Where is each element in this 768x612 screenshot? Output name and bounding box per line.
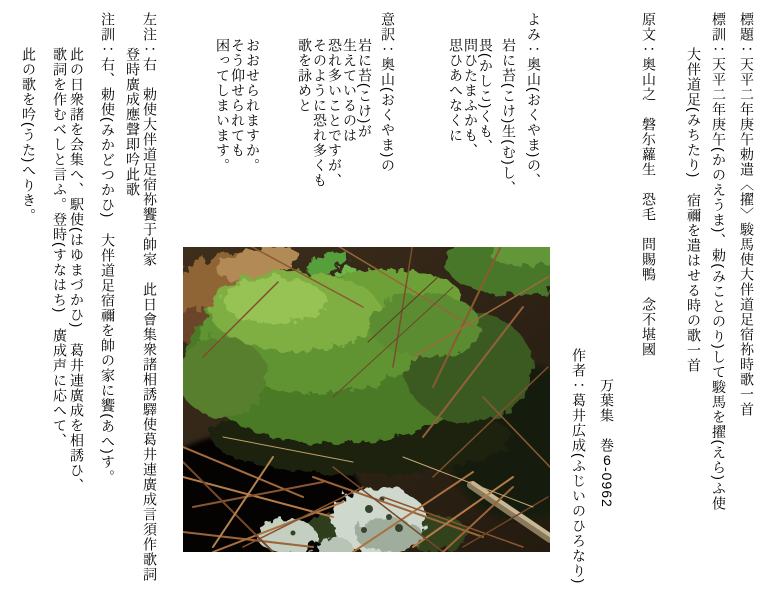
title-kun-line-1: 標訓：天平二年庚午(かのえうま)、勅(みことのり)して駿馬を擢(えら)ふ使 bbox=[711, 12, 727, 511]
sachu-line-2: 登時廣成應聲即吟此歌 bbox=[125, 47, 141, 197]
source-collection: 万葉集 巻 bbox=[599, 378, 615, 453]
source-poem-number: 0962 bbox=[599, 472, 615, 508]
yomi-line-3: 畏(かしこ)くも、 bbox=[478, 38, 494, 155]
yomi-line-2: 岩に苔(こけ)生(む)し、 bbox=[501, 38, 517, 196]
iyaku-line-6: 歌を詠めと bbox=[297, 38, 313, 113]
source-volume-number: 6 bbox=[603, 453, 611, 467]
chukun-line-1: 注訓：右、勅使(みかどつかひ) 大伴道足宿禰を帥の家に饗(あへ)す。 bbox=[100, 12, 116, 485]
source-reference bbox=[599, 12, 614, 600]
chukun-line-4: 此の歌を吟(うた)へりき。 bbox=[21, 47, 37, 224]
iyaku-line-9: 困ってしまいます。 bbox=[215, 38, 231, 173]
chukun-line-2: 此の日衆諸を会集へ、駅使(はゆまづかひ) 葛井連廣成を相誘ひ、 bbox=[69, 47, 85, 494]
moss-photo bbox=[183, 247, 550, 552]
yomi-line-4: 問ひたまふかも、 bbox=[463, 38, 479, 158]
iyaku-line-2: 岩に苔(こけ)が bbox=[357, 38, 373, 140]
iyaku-line-3: 生えているのは bbox=[342, 38, 358, 143]
yomi-line-1: よみ：奥山(おくやま)の、 bbox=[526, 12, 542, 189]
iyaku-line-4: 恐れ多いことですが、 bbox=[327, 38, 343, 188]
source-separator: - bbox=[599, 467, 615, 473]
author-line: 作者：葛井広成(ふじいのひろなり) bbox=[571, 348, 587, 585]
iyaku-line-1: 意訳：奥山(おくやま)の bbox=[380, 12, 396, 174]
yomi-line-5: 思ひあへなくに bbox=[448, 38, 464, 143]
title-line: 標題：天平二年庚午勅遣〈擢〉駿馬使大伴道足宿祢時歌一首 bbox=[739, 12, 755, 417]
sachu-line-1: 左注：右 勅使大伴道足宿祢饗于帥家 此日會集衆諸相誘驛使葛井連廣成言須作歌詞 bbox=[142, 12, 158, 582]
iyaku-line-7: おおせられますか。 bbox=[245, 38, 261, 173]
iyaku-line-5: そのように恐れ多くも bbox=[312, 38, 328, 188]
original-text-line: 原文：奥山之 磐尓蘿生 恐毛 問賜鴨 念不堪國 bbox=[641, 12, 657, 357]
iyaku-line-8: そう仰せられても bbox=[230, 38, 246, 158]
title-kun-line-2: 大伴道足(みちたり) 宿禰を遣はせる時の歌一首 bbox=[686, 47, 702, 374]
chukun-line-3: 歌詞を作むべしと言ふ。登時(すなはち) 廣成声に応へて、 bbox=[52, 47, 68, 449]
